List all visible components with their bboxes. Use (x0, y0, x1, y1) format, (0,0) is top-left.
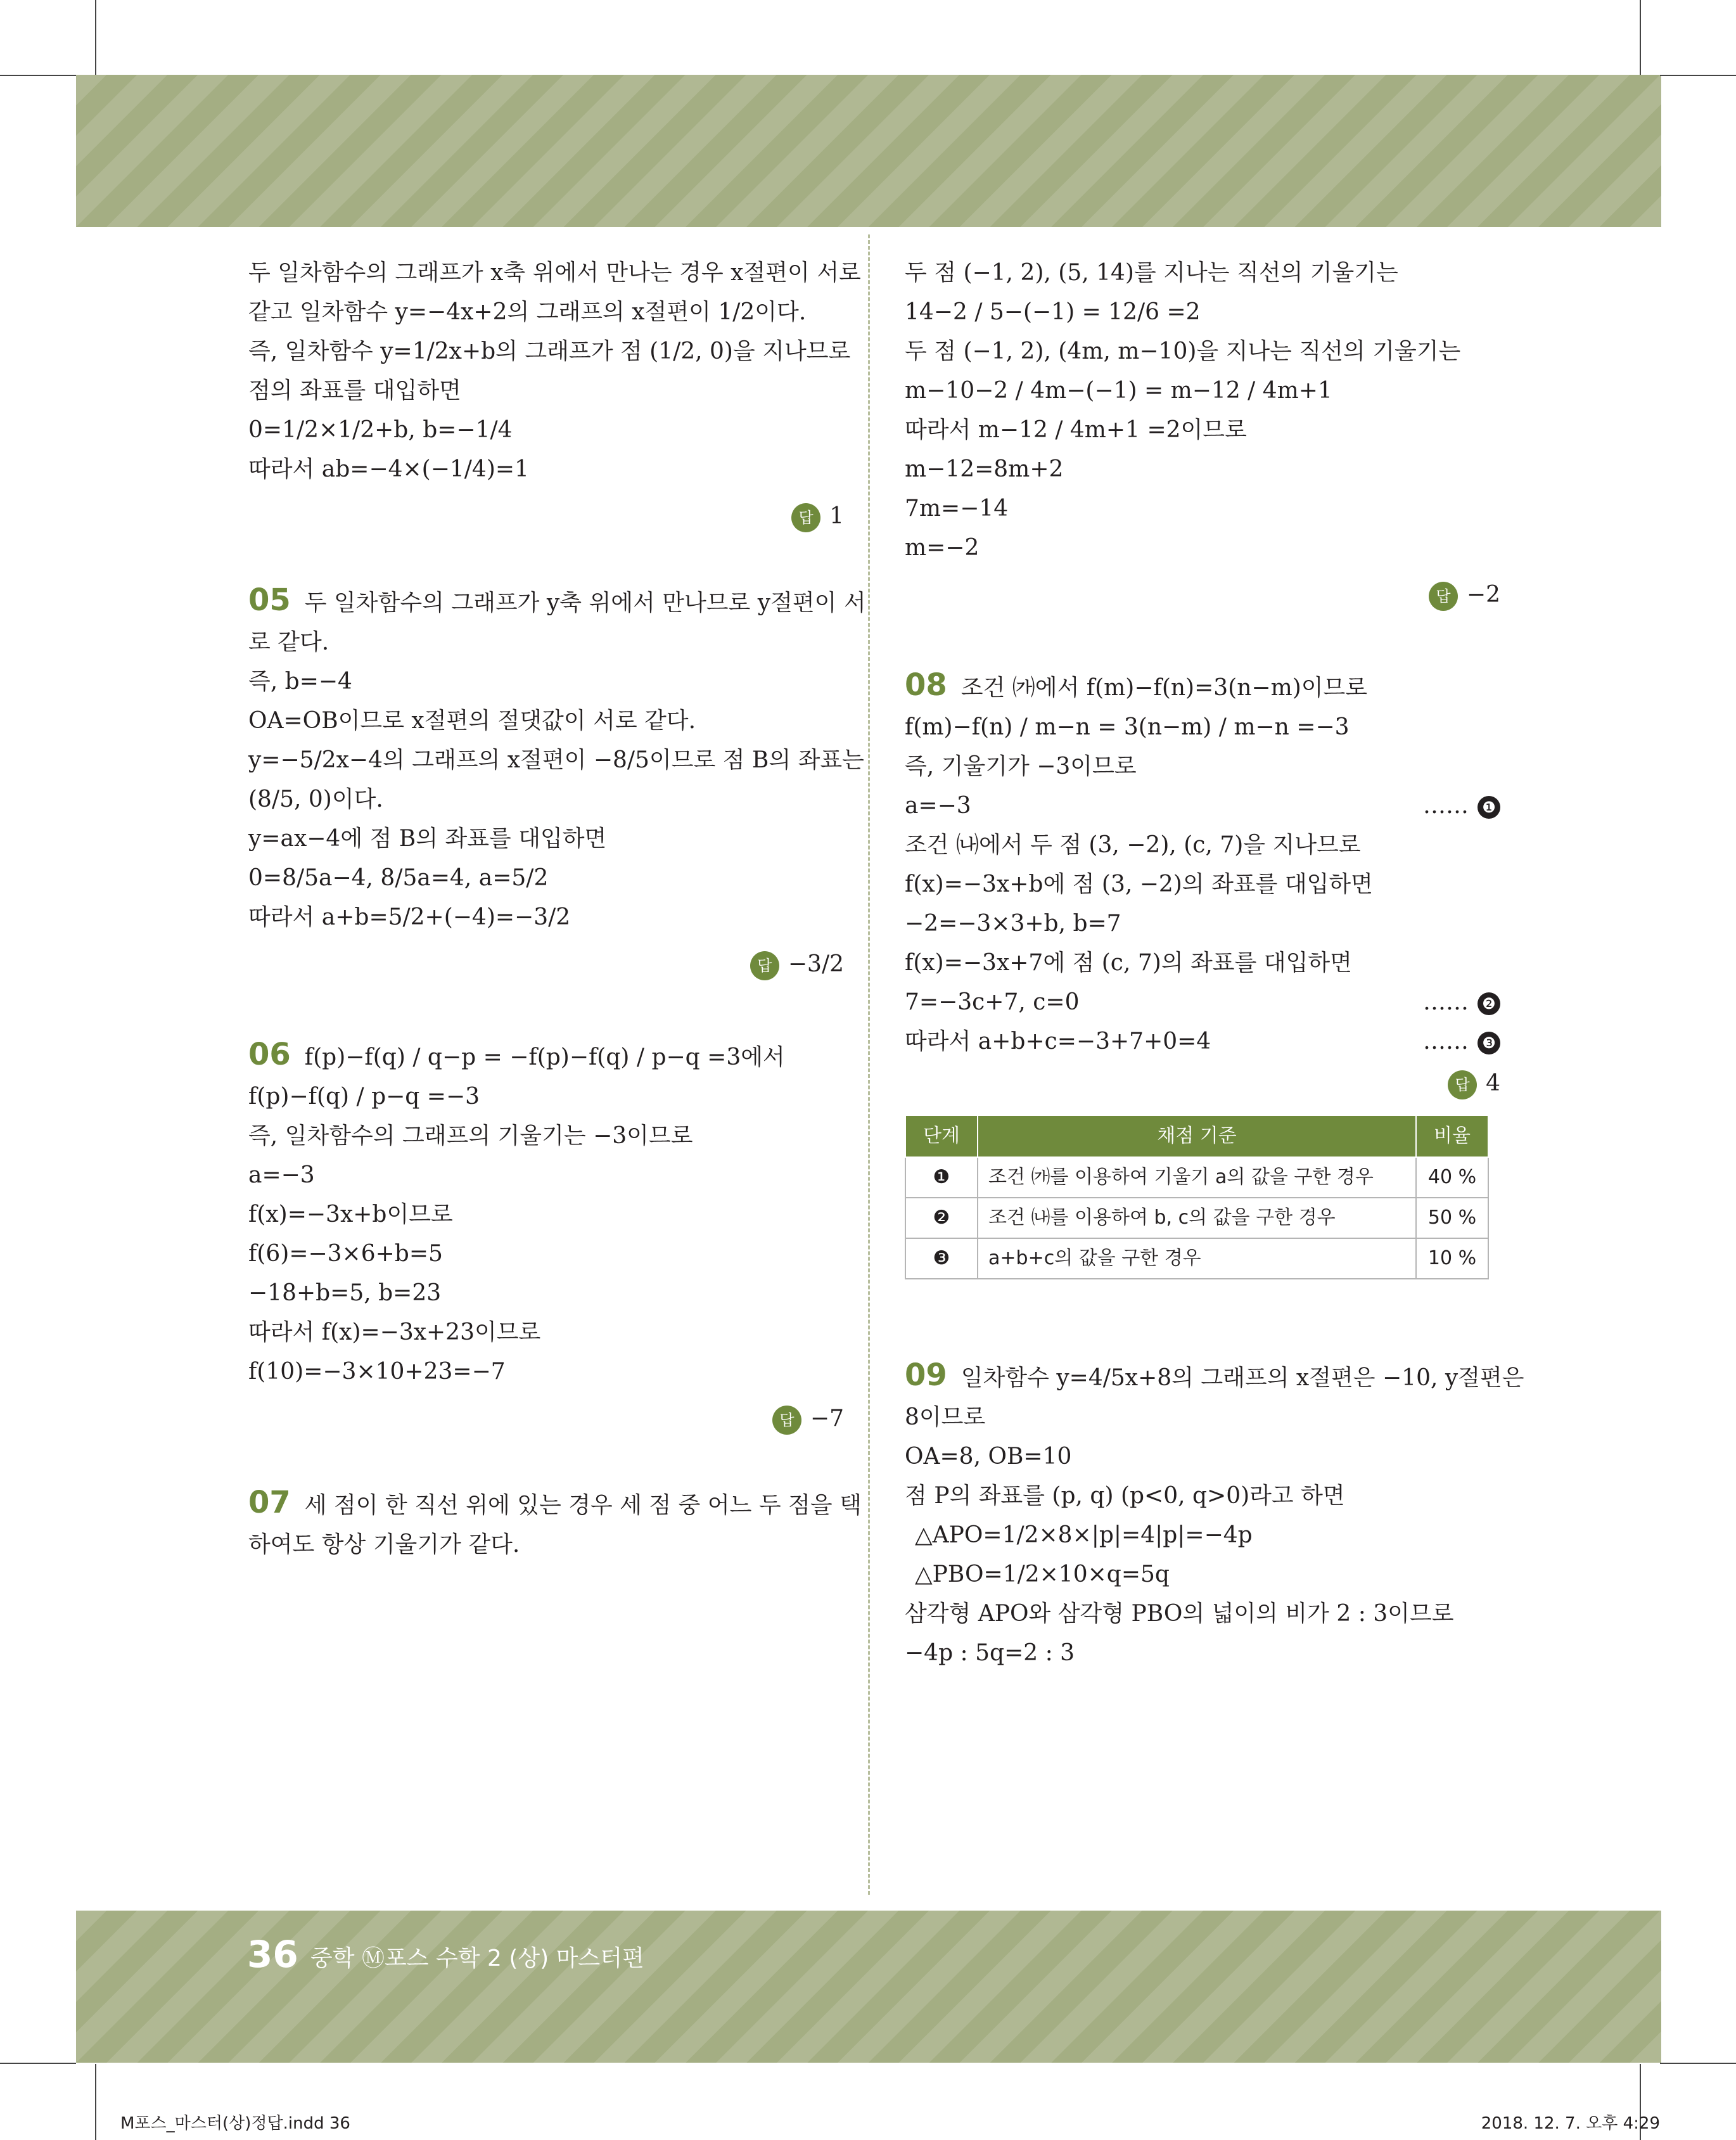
answer (905, 575, 1500, 615)
table-header: 비율 (1416, 1115, 1488, 1157)
ratio-cell: 50 % (1416, 1198, 1488, 1238)
crop-mark (1660, 2063, 1736, 2064)
text-line: y=ax−4에 점 B의 좌표를 대입하면 (248, 826, 607, 852)
text-line: 조건 ㈏에서 두 점 (3, −2), (c, 7)을 지나므로 (905, 832, 1361, 858)
text-line: 7=−3c+7, c=0 (905, 989, 1080, 1015)
text-line: 0=1/2×1/2+b, b=−1/4 (248, 417, 513, 443)
text-line: 세 점이 한 직선 위에 있는 경우 세 점 중 어느 두 점을 택 (304, 1492, 862, 1518)
left-column (248, 253, 866, 1565)
crop-mark (95, 2064, 96, 2140)
header-band (76, 75, 1661, 227)
table-header: 단계 (905, 1115, 978, 1157)
answer (248, 945, 844, 984)
footer-band (76, 1911, 1661, 2063)
table-row (905, 1198, 1488, 1238)
answer (248, 1399, 844, 1438)
right-column (905, 253, 1524, 1673)
solution-07 (248, 1483, 862, 1565)
text-line: 즉, 일차함수의 그래프의 기울기는 −3이므로 (248, 1123, 693, 1149)
text-line: f(p)−f(q) / q−p = −f(p)−f(q) / p−q =3에서 (304, 1044, 785, 1070)
question-number: 05 (248, 582, 291, 618)
answer-badge: 답 (791, 503, 820, 532)
text-line: 로 같다. (248, 629, 329, 655)
criterion-cell: 조건 ㈎를 이용하여 기울기 a의 값을 구한 경우 (978, 1157, 1416, 1198)
text-line: (8/5, 0)이다. (248, 786, 383, 812)
step-cell: ❷ (905, 1198, 978, 1238)
criterion-cell: 조건 ㈏를 이용하여 b, c의 값을 구한 경우 (978, 1198, 1416, 1238)
text-line: 따라서 m−12 / 4m+1 =2이므로 (905, 417, 1247, 443)
answer-value: −3/2 (788, 951, 844, 977)
ellipsis: …… (1423, 793, 1469, 819)
text-line: OA=8, OB=10 (905, 1444, 1072, 1470)
text-line: 일차함수 y=4/5x+8의 그래프의 x절편은 −10, y절편은 (961, 1365, 1524, 1391)
ellipsis: …… (1423, 1028, 1469, 1054)
text-line: OA=OB이므로 x절편의 절댓값이 서로 같다. (248, 708, 696, 734)
text-line: 하여도 항상 기울기가 같다. (248, 1532, 520, 1558)
question-number: 07 (248, 1485, 291, 1520)
criterion-cell: a+b+c의 값을 구한 경우 (978, 1238, 1416, 1279)
answer (905, 1064, 1500, 1103)
answer-badge: 답 (1429, 582, 1458, 611)
answer-badge: 답 (750, 951, 779, 980)
text-line: 즉, 기울기가 −3이므로 (905, 753, 1137, 779)
text-line: 점의 좌표를 대입하면 (248, 378, 461, 404)
question-number: 09 (905, 1357, 947, 1393)
text-line: 점 P의 좌표를 (p, q) (p<0, q>0)라고 하면 (905, 1483, 1345, 1509)
crop-mark (1660, 75, 1736, 76)
table-row (905, 1157, 1488, 1198)
text-line: y=−5/2x−4의 그래프의 x절편이 −8/5이므로 점 B의 좌표는 (248, 747, 864, 773)
text-line: 삼각형 APO와 삼각형 PBO의 넓이의 비가 2 : 3이므로 (905, 1601, 1454, 1627)
solution-06 (248, 1035, 844, 1438)
solution-07-continued (905, 253, 1500, 615)
text-line: m−10−2 / 4m−(−1) = m−12 / 4m+1 (905, 378, 1332, 404)
step-marker-1: ❶ (1478, 796, 1500, 819)
text-line: 즉, 일차함수 y=1/2x+b의 그래프가 점 (1/2, 0)을 지나므로 (248, 338, 851, 364)
crop-mark (95, 0, 96, 75)
text-line: −2=−3×3+b, b=7 (905, 911, 1121, 937)
text-line: 두 점 (−1, 2), (5, 14)를 지나는 직선의 기울기는 (905, 260, 1398, 286)
text-line: 두 일차함수의 그래프가 x축 위에서 만나는 경우 x절편이 서로 (248, 260, 861, 286)
text-line: △APO=1/2×8×|p|=4|p|=−4p (915, 1522, 1253, 1548)
date-slug: 2018. 12. 7. 오후 4:29 (1481, 2114, 1660, 2133)
table-row (905, 1238, 1488, 1279)
text-line: 두 일차함수의 그래프가 y축 위에서 만나므로 y절편이 서 (304, 590, 866, 616)
solution-05 (248, 580, 866, 984)
text-line: m=−2 (905, 535, 980, 561)
question-number: 06 (248, 1037, 291, 1072)
text-line: 8이므로 (905, 1404, 986, 1430)
text-line: △PBO=1/2×10×q=5q (915, 1561, 1170, 1587)
column-divider (868, 234, 870, 1895)
text-line: a=−3 (248, 1162, 315, 1188)
text-line: f(m)−f(n) / m−n = 3(n−m) / m−n =−3 (905, 714, 1350, 740)
answer-value: −2 (1466, 582, 1500, 608)
answer (248, 497, 844, 536)
text-line: f(p)−f(q) / p−q =−3 (248, 1084, 480, 1110)
text-line: 7m=−14 (905, 496, 1009, 522)
text-line: 14−2 / 5−(−1) = 12/6 =2 (905, 299, 1201, 325)
text-line: 따라서 a+b=5/2+(−4)=−3/2 (248, 904, 571, 930)
book-title: 중학 Ⓜ포스 수학 2 (상) 마스터편 (310, 1945, 644, 1971)
step-cell: ❸ (905, 1238, 978, 1279)
solution-09 (905, 1355, 1524, 1673)
question-number: 08 (905, 667, 947, 703)
grading-table (905, 1115, 1489, 1279)
crop-mark (1640, 0, 1641, 75)
text-line: −18+b=5, b=23 (248, 1280, 442, 1306)
table-header: 채점 기준 (978, 1115, 1416, 1157)
answer-badge: 답 (772, 1406, 801, 1435)
ratio-cell: 10 % (1416, 1238, 1488, 1279)
text-line: f(x)=−3x+b이므로 (248, 1201, 453, 1227)
solution-08 (905, 665, 1500, 1279)
text-line: f(6)=−3×6+b=5 (248, 1241, 443, 1267)
text-line: m−12=8m+2 (905, 456, 1064, 482)
ellipsis: …… (1423, 989, 1469, 1015)
step-marker-3: ❸ (1478, 1032, 1500, 1054)
page-number: 36 (247, 1933, 298, 1976)
text-line: f(10)=−3×10+23=−7 (248, 1359, 506, 1385)
text-line: −4p : 5q=2 : 3 (905, 1640, 1075, 1666)
text-line: 즉, b=−4 (248, 669, 352, 695)
crop-mark (0, 75, 76, 76)
answer-value: 4 (1486, 1070, 1500, 1096)
answer-value: −7 (810, 1406, 844, 1432)
text-line: 같고 일차함수 y=−4x+2의 그래프의 x절편이 1/2이다. (248, 299, 807, 325)
ratio-cell: 40 % (1416, 1157, 1488, 1198)
crop-mark (0, 2063, 76, 2064)
answer-value: 1 (829, 503, 844, 529)
text-line: 두 점 (−1, 2), (4m, m−10)을 지나는 직선의 기울기는 (905, 338, 1461, 364)
file-slug: M포스_마스터(상)정답.indd 36 (120, 2114, 350, 2133)
text-line: a=−3 (905, 793, 971, 819)
step-cell: ❶ (905, 1157, 978, 1198)
step-marker-2: ❷ (1478, 992, 1500, 1015)
text-line: 따라서 f(x)=−3x+23이므로 (248, 1319, 541, 1345)
solution-04-continued (248, 253, 861, 536)
text-line: 조건 ㈎에서 f(m)−f(n)=3(n−m)이므로 (961, 675, 1368, 701)
text-line: f(x)=−3x+7에 점 (c, 7)의 좌표를 대입하면 (905, 950, 1352, 976)
text-line: 0=8/5a−4, 8/5a=4, a=5/2 (248, 865, 549, 891)
text-line: 따라서 ab=−4×(−1/4)=1 (248, 456, 529, 482)
text-line: 따라서 a+b+c=−3+7+0=4 (905, 1028, 1211, 1054)
answer-badge: 답 (1448, 1070, 1477, 1099)
text-line: f(x)=−3x+b에 점 (3, −2)의 좌표를 대입하면 (905, 871, 1373, 897)
